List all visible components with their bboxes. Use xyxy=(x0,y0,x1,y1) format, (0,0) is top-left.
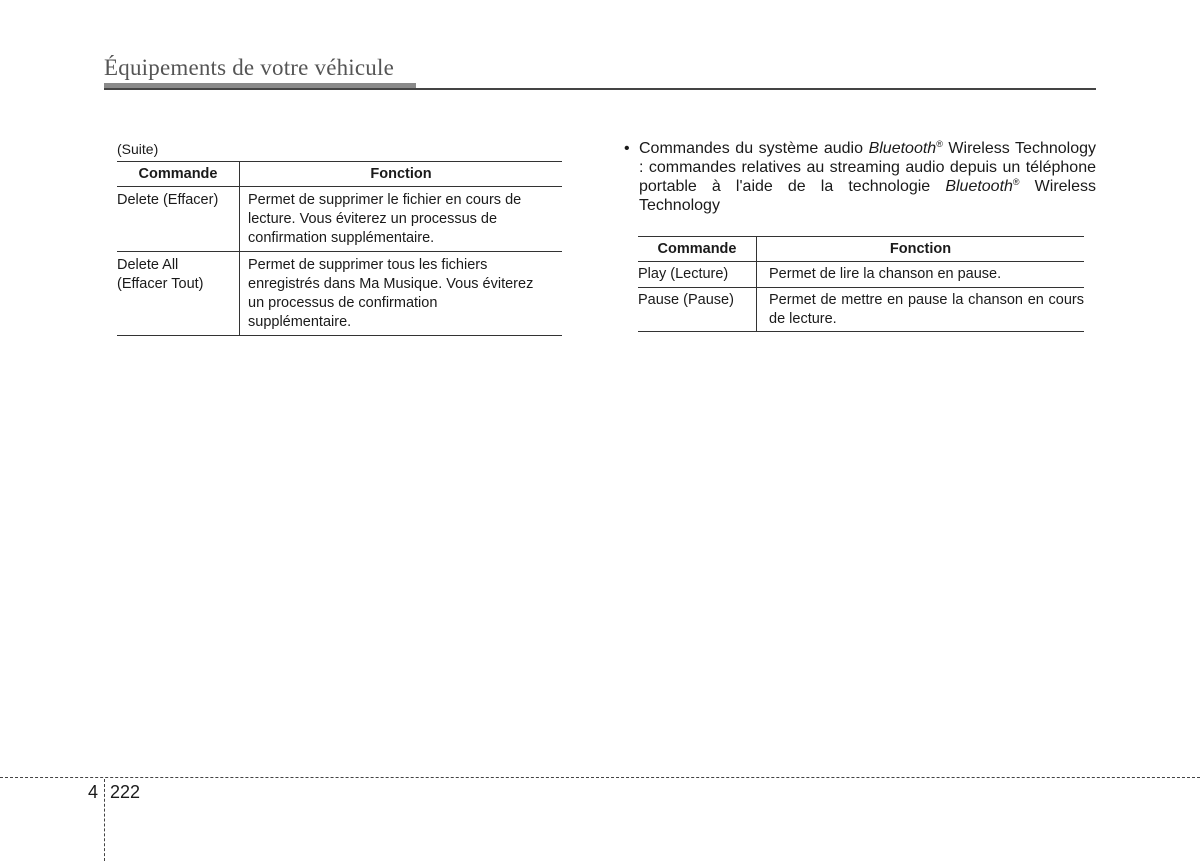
registered-mark: ® xyxy=(936,139,943,149)
continued-label: (Suite) xyxy=(117,141,159,157)
command-line: (Effacer Tout) xyxy=(117,276,204,292)
column-header-function: Fonction xyxy=(757,237,1085,262)
function-line: un processus de confirmation xyxy=(248,295,438,311)
command-cell: Play (Lecture) xyxy=(638,262,757,288)
page-number: 222 xyxy=(110,782,141,802)
function-line: enregistrés dans Ma Musique. Vous éviterez xyxy=(248,276,534,292)
table-row xyxy=(638,288,1084,332)
table-row xyxy=(117,187,562,252)
command-cell: Delete (Effacer) xyxy=(117,187,240,252)
function-line: supplémentaire. xyxy=(248,314,352,330)
bullet-marker: • xyxy=(624,140,630,157)
table-row xyxy=(638,262,1084,288)
text-segment: Wireless Technology xyxy=(639,178,1097,214)
function-cell xyxy=(240,252,563,336)
table-row xyxy=(117,252,562,336)
text-segment: Commandes du système audio xyxy=(639,140,869,157)
bluetooth-commands-table xyxy=(638,236,1084,332)
command-cell: Pause (Pause) xyxy=(638,288,757,332)
brand-name: Bluetooth xyxy=(945,178,1013,195)
column-header-command: Commande xyxy=(638,237,757,262)
function-cell: Permet de lire la chanson en pause. xyxy=(757,262,1085,288)
paragraph-text xyxy=(639,139,1096,215)
registered-mark: ® xyxy=(1012,177,1020,187)
chapter-number: 4 xyxy=(88,782,99,802)
text-segment: Wireless Technology : commandes relatives au streaming audio depuis un téléphone portable à l'aide de la technologie xyxy=(639,140,1096,195)
footer-rule xyxy=(0,777,1200,778)
function-cell xyxy=(240,187,563,252)
column-header-function: Fonction xyxy=(240,162,563,187)
brand-name: Bluetooth xyxy=(868,140,937,157)
header-rule xyxy=(104,88,1096,90)
bluetooth-controls-paragraph xyxy=(624,139,1096,215)
column-header-command: Commande xyxy=(117,162,240,187)
function-line: confirmation supplémentaire. xyxy=(248,230,435,246)
command-line: Delete All xyxy=(117,257,179,273)
page-section-title: Équipements de votre véhicule xyxy=(104,55,395,80)
footer-divider xyxy=(104,779,105,861)
function-cell: Permet de mettre en pause la chanson en cours de lecture. xyxy=(757,288,1085,332)
function-line: Permet de supprimer tous les fichiers xyxy=(248,257,488,273)
function-line: Permet de supprimer le fichier en cours de xyxy=(248,192,522,208)
commands-table-continued xyxy=(117,161,562,336)
command-cell xyxy=(117,252,240,336)
function-line: lecture. Vous éviterez un processus de xyxy=(248,211,498,227)
